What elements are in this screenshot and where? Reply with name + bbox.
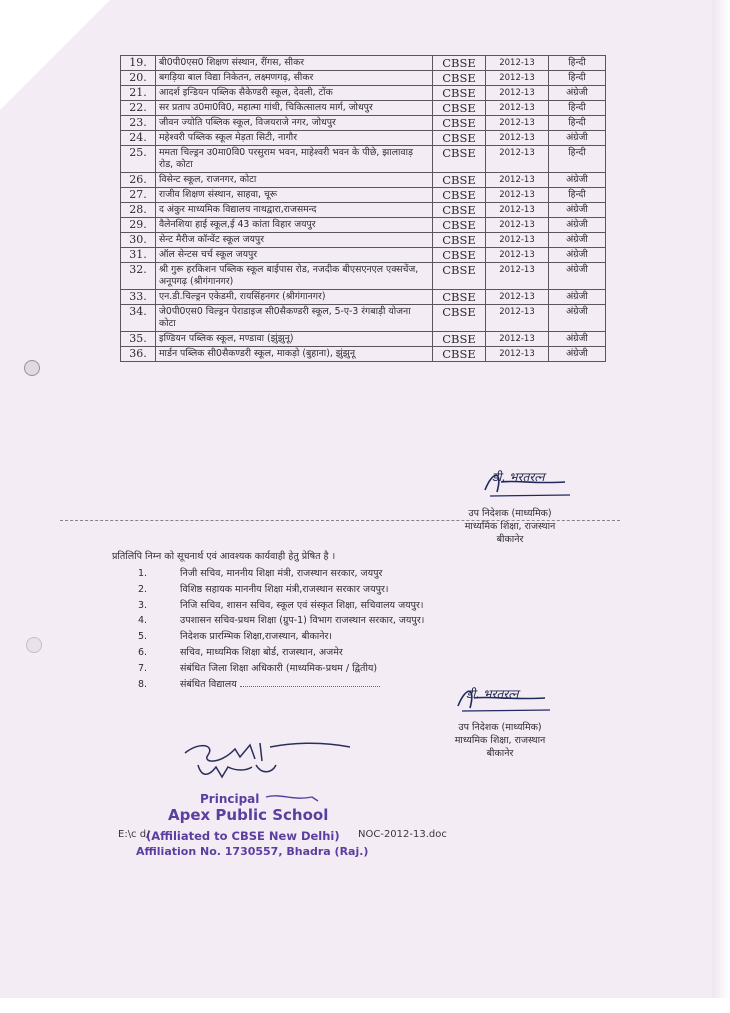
serial-number-cell: 26. — [121, 173, 156, 188]
page-bottom-edge — [0, 998, 730, 1013]
table-row — [121, 305, 606, 332]
copy-to-number: 5. — [138, 631, 148, 643]
table-row — [121, 332, 606, 347]
board-cell: CBSE — [433, 86, 486, 101]
serial-number-cell: 29. — [121, 218, 156, 233]
medium-cell: अंग्रेजी — [549, 347, 606, 362]
designation-title: उप निदेशक (माध्यमिक) — [458, 722, 542, 733]
board-cell: CBSE — [433, 263, 486, 290]
board-cell: CBSE — [433, 218, 486, 233]
board-cell: CBSE — [433, 203, 486, 218]
session-year-cell: 2012-13 — [486, 173, 549, 188]
serial-number-cell: 21. — [121, 86, 156, 101]
copy-to-item — [138, 566, 424, 582]
school-name-cell: ऑल सेन्टस चर्च स्कूल जयपुर — [156, 248, 433, 263]
medium-cell: हिन्दी — [549, 188, 606, 203]
session-year-cell: 2012-13 — [486, 332, 549, 347]
table-row — [121, 101, 606, 116]
school-list-table — [120, 55, 606, 362]
copy-to-number: 3. — [138, 599, 148, 611]
signature-1-initials: डी. भरतरत्न — [492, 470, 545, 484]
punch-hole — [26, 637, 42, 653]
school-name-cell: जीवन ज्योति पब्लिक स्कूल, विजयराजे नगर, जोधपुर — [156, 116, 433, 131]
table-row — [121, 188, 606, 203]
serial-number-cell: 34. — [121, 305, 156, 332]
school-name-cell: राजीव शिक्षण संस्थान, साहवा, चूरू — [156, 188, 433, 203]
copy-to-text: सचिव, माध्यमिक शिक्षा बोर्ड, राजस्थान, अजमेर — [180, 646, 343, 658]
medium-cell: अंग्रेजी — [549, 248, 606, 263]
medium-cell: अंग्रेजी — [549, 203, 606, 218]
board-cell: CBSE — [433, 116, 486, 131]
medium-cell: हिन्दी — [549, 101, 606, 116]
serial-number-cell: 32. — [121, 263, 156, 290]
serial-number-cell: 31. — [121, 248, 156, 263]
designation-block-2 — [420, 721, 580, 760]
copy-to-text: निजी सचिव, माननीय शिक्षा मंत्री, राजस्थान सरकार, जयपुर — [180, 568, 383, 579]
serial-number-cell: 25. — [121, 146, 156, 173]
serial-number-cell: 27. — [121, 188, 156, 203]
designation-block-1 — [430, 507, 590, 546]
board-cell: CBSE — [433, 233, 486, 248]
table-row — [121, 218, 606, 233]
copy-to-text: संबंधित जिला शिक्षा अधिकारी (माध्यमिक-प्रथम / द्वितीय) — [180, 662, 378, 674]
paper-edge — [712, 0, 730, 1013]
medium-cell: अंग्रेजी — [549, 233, 606, 248]
session-year-cell: 2012-13 — [486, 188, 549, 203]
file-path-head: E:\c d/ — [118, 829, 150, 840]
copy-to-text: उपशासन सचिव-प्रथम शिक्षा (ग्रुप-1) विभाग राजस्थान सरकार, जयपुर। — [180, 615, 425, 627]
session-year-cell: 2012-13 — [486, 146, 549, 173]
session-year-cell: 2012-13 — [486, 203, 549, 218]
medium-cell: हिन्दी — [549, 146, 606, 173]
serial-number-cell: 23. — [121, 116, 156, 131]
session-year-cell: 2012-13 — [486, 290, 549, 305]
board-cell: CBSE — [433, 56, 486, 71]
session-year-cell: 2012-13 — [486, 56, 549, 71]
stamp-school-name: Apex Public School — [168, 806, 329, 824]
school-name-cell: महेश्वरी पब्लिक स्कूल मेड़ता सिटी, नागौर — [156, 131, 433, 146]
school-name-cell: एन.डी.चिल्ड्रन एकेडमी, रायसिंहनगर (श्रीगंगानगर) — [156, 290, 433, 305]
school-name-cell: जे0पी0एस0 चिल्ड्रन पेराडाइज सी0सैकण्डरी स्कूल, 5-ए-3 रंगबाड़ी योजना कोटा — [156, 305, 433, 332]
designation-city: बीकानेर — [496, 534, 524, 545]
table-row — [121, 203, 606, 218]
separator-line — [60, 520, 620, 521]
table-row — [121, 248, 606, 263]
session-year-cell: 2012-13 — [486, 116, 549, 131]
copy-to-number: 1. — [138, 568, 148, 579]
medium-cell: अंग्रेजी — [549, 263, 606, 290]
board-cell: CBSE — [433, 71, 486, 86]
stamp-principal: Principal — [200, 792, 260, 806]
copy-to-text: संबंधित विद्यालय — [180, 678, 237, 690]
copy-to-number: 6. — [138, 646, 148, 658]
school-name-cell: बी0पी0एस0 शिक्षण संस्थान, रींगस, सीकर — [156, 56, 433, 71]
medium-cell: अंग्रेजी — [549, 86, 606, 101]
designation-office: माध्यमिक शिक्षा, राजस्थान — [464, 521, 556, 532]
copy-to-item — [138, 645, 424, 661]
session-year-cell: 2012-13 — [486, 218, 549, 233]
serial-number-cell: 20. — [121, 71, 156, 86]
copy-to-item — [138, 598, 424, 614]
medium-cell: हिन्दी — [549, 71, 606, 86]
board-cell: CBSE — [433, 131, 486, 146]
copy-to-item — [138, 677, 424, 693]
table-row — [121, 263, 606, 290]
board-cell: CBSE — [433, 305, 486, 332]
stamp-affiliation-number: Affiliation No. 1730557, Bhadra (Raj.) — [136, 845, 369, 858]
copy-to-number: 8. — [138, 678, 148, 690]
school-name-cell: श्री गुरू हरकिशन पब्लिक स्कूल बाईपास रोड, नजदीक बीएसएनएल एक्सचेंज, अनूपगढ़ (श्रीगंगानगर) — [156, 263, 433, 290]
table-row — [121, 233, 606, 248]
table-row — [121, 347, 606, 362]
table-row — [121, 173, 606, 188]
school-name-cell: सर प्रताप उ0मा0वि0, महात्मा गांधी, चिकित्सालय मार्ग, जोधपुर — [156, 101, 433, 116]
board-cell: CBSE — [433, 188, 486, 203]
copy-to-number: 4. — [138, 615, 148, 627]
copy-to-number: 2. — [138, 583, 148, 595]
medium-cell: अंग्रेजी — [549, 305, 606, 332]
board-cell: CBSE — [433, 146, 486, 173]
serial-number-cell: 36. — [121, 347, 156, 362]
serial-number-cell: 24. — [121, 131, 156, 146]
punch-hole — [24, 360, 40, 376]
school-name-cell: आदर्श इन्डियन पब्लिक सैकेण्डरी स्कूल, देवली, टोंक — [156, 86, 433, 101]
session-year-cell: 2012-13 — [486, 248, 549, 263]
session-year-cell: 2012-13 — [486, 263, 549, 290]
table-row — [121, 131, 606, 146]
copy-to-item — [138, 629, 424, 645]
school-name-cell: इण्डियन पब्लिक स्कूल, मण्डावा (झुंझुनू) — [156, 332, 433, 347]
session-year-cell: 2012-13 — [486, 71, 549, 86]
session-year-cell: 2012-13 — [486, 347, 549, 362]
designation-title: उप निदेशक (माध्यमिक) — [468, 508, 552, 519]
board-cell: CBSE — [433, 101, 486, 116]
serial-number-cell: 33. — [121, 290, 156, 305]
board-cell: CBSE — [433, 290, 486, 305]
copy-to-intro: प्रतिलिपि निम्न को सूचनार्थ एवं आवश्यक कार्यवाही हेतु प्रेषित है । — [112, 551, 336, 562]
serial-number-cell: 19. — [121, 56, 156, 71]
table-row — [121, 71, 606, 86]
board-cell: CBSE — [433, 332, 486, 347]
table-row — [121, 290, 606, 305]
serial-number-cell: 35. — [121, 332, 156, 347]
session-year-cell: 2012-13 — [486, 86, 549, 101]
medium-cell: अंग्रेजी — [549, 290, 606, 305]
table-row — [121, 56, 606, 71]
serial-number-cell: 22. — [121, 101, 156, 116]
school-name-cell: द अंकुर माध्यमिक विद्यालय नाथद्वारा,राजसमन्द — [156, 203, 433, 218]
copy-to-text: निजि सचिव, शासन सचिव, स्कूल एवं संस्कृत शिक्षा, सचिवालय जयपुर। — [180, 599, 424, 611]
principal-signature — [180, 735, 360, 785]
board-cell: CBSE — [433, 248, 486, 263]
session-year-cell: 2012-13 — [486, 233, 549, 248]
school-name-cell: मार्डन पब्लिक सी0सैकण्डरी स्कूल, माकड़ो (बुहाना), झुंझुनू — [156, 347, 433, 362]
school-name-cell: सेन्ट मैरीज कॉन्वेंट स्कूल जयपुर — [156, 233, 433, 248]
copy-to-item — [138, 582, 424, 598]
folded-corner — [0, 0, 110, 110]
stamp-flourish — [262, 791, 322, 805]
board-cell: CBSE — [433, 347, 486, 362]
stamp-affiliated: (Affiliated to CBSE New Delhi) — [146, 829, 340, 843]
serial-number-cell: 28. — [121, 203, 156, 218]
medium-cell: अंग्रेजी — [549, 131, 606, 146]
table-row — [121, 86, 606, 101]
designation-office: माध्यमिक शिक्षा, राजस्थान — [454, 735, 546, 746]
table-row — [121, 146, 606, 173]
table-row — [121, 116, 606, 131]
session-year-cell: 2012-13 — [486, 305, 549, 332]
serial-number-cell: 30. — [121, 233, 156, 248]
copy-to-text: विशिष्ठ सहायक माननीय शिक्षा मंत्री,राजस्थान सरकार जयपुर। — [180, 583, 389, 595]
medium-cell: हिन्दी — [549, 56, 606, 71]
school-name-cell: बगड़िया बाल विद्या निकेतन, लक्ष्मणगढ़, सीकर — [156, 71, 433, 86]
copy-to-list — [138, 566, 424, 692]
school-name-cell: वैलेनशिया हाई स्कूल,ई 43 कांता विहार जयपुर — [156, 218, 433, 233]
school-name-cell: ममता चिल्ड्रन उ0मा0वि0 परसुराम भवन, माहेश्वरी भवन के पीछे, झालावाड़ रोड, कोटा — [156, 146, 433, 173]
copy-to-item — [138, 613, 424, 629]
copy-to-text: निदेशक प्रारम्भिक शिक्षा,राजस्थान, बीकानेर। — [180, 631, 332, 643]
school-name-cell: विसेन्ट स्कूल, राजनगर, कोटा — [156, 173, 433, 188]
medium-cell: अंग्रेजी — [549, 173, 606, 188]
session-year-cell: 2012-13 — [486, 101, 549, 116]
session-year-cell: 2012-13 — [486, 131, 549, 146]
signature-2-initials: डी. भरतरत्न — [466, 687, 519, 701]
board-cell: CBSE — [433, 173, 486, 188]
copy-to-item — [138, 661, 424, 677]
designation-city: बीकानेर — [486, 748, 514, 759]
blank-line — [240, 686, 380, 687]
medium-cell: हिन्दी — [549, 116, 606, 131]
medium-cell: अंग्रेजी — [549, 332, 606, 347]
copy-to-number: 7. — [138, 662, 148, 674]
file-path-tail: NOC-2012-13.doc — [358, 829, 447, 840]
medium-cell: अंग्रेजी — [549, 218, 606, 233]
